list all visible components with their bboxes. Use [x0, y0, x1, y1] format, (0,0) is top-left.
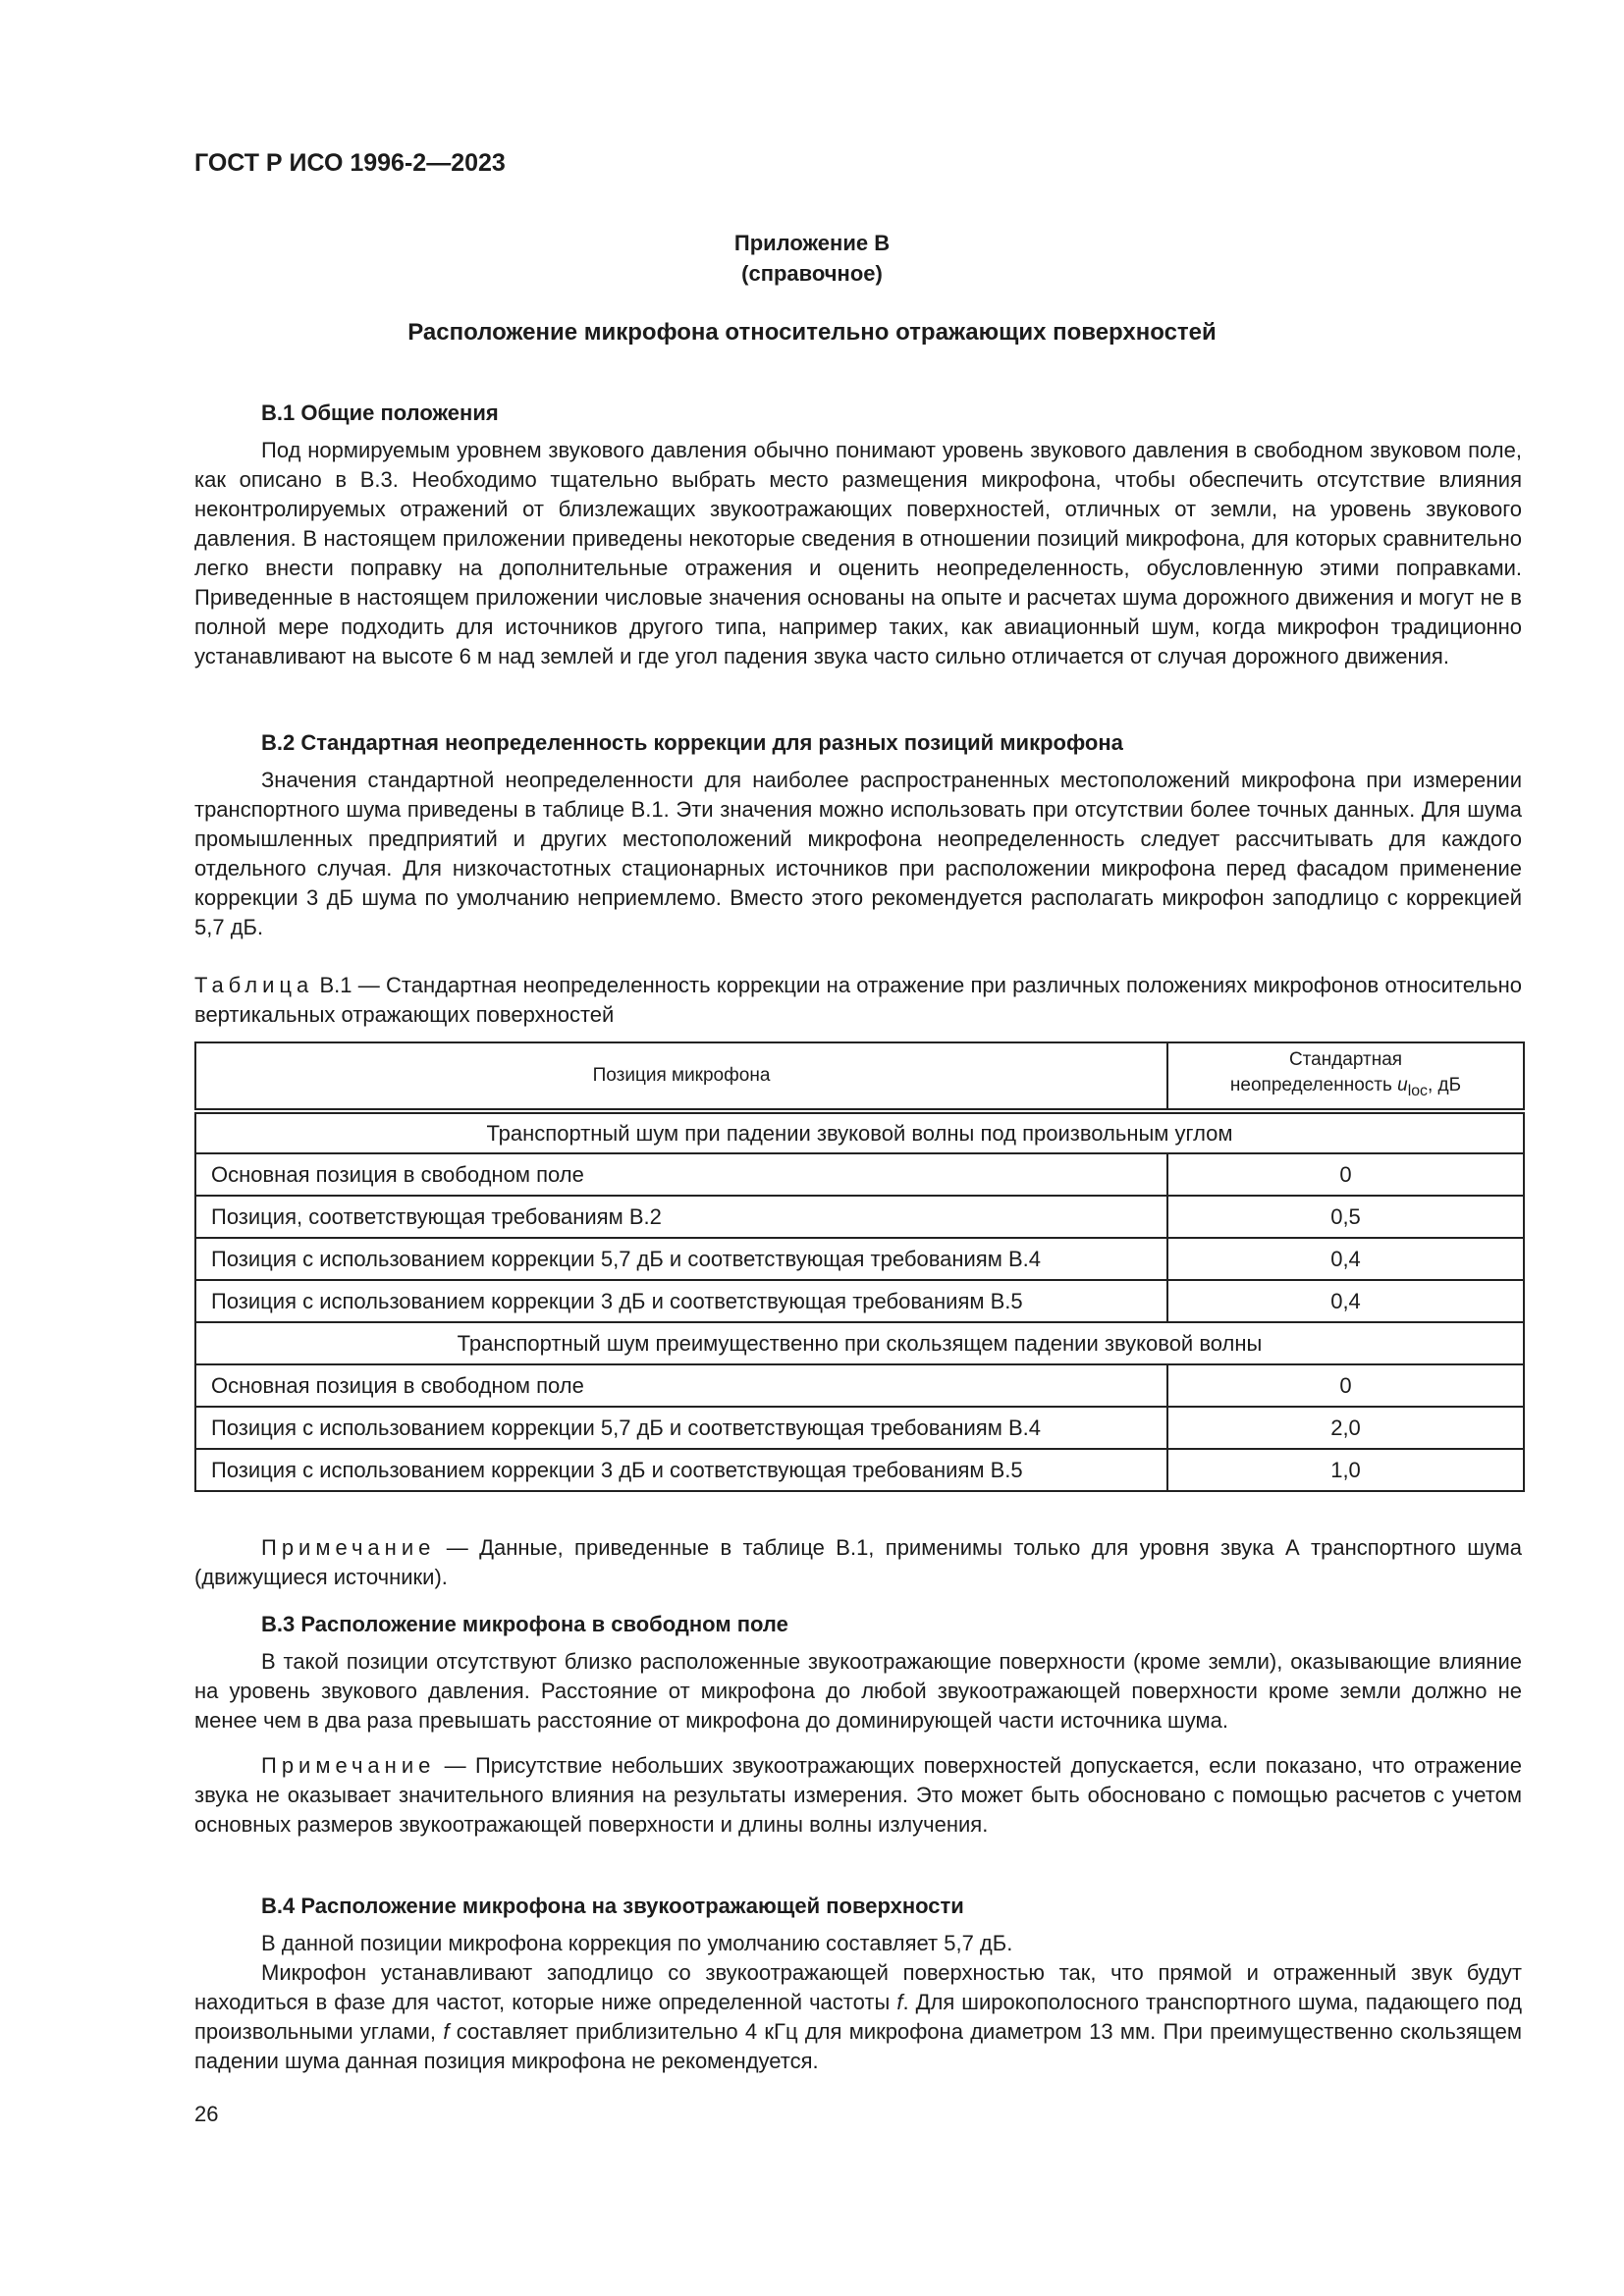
cell-position: Основная позиция в свободном поле	[195, 1364, 1167, 1407]
symbol-u: u	[1397, 1075, 1408, 1096]
column-header-uncertainty	[1167, 1042, 1524, 1111]
document-id: ГОСТ Р ИСО 1996-2—2023	[194, 149, 506, 177]
cell-position: Позиция, соответствующая требованиям В.2	[195, 1196, 1167, 1238]
paragraph	[194, 1958, 1522, 2076]
table-row	[195, 1280, 1524, 1322]
paragraph: В данной позиции микрофона коррекция по умолчанию составляет 5,7 дБ.	[261, 1931, 1013, 1955]
section-title: В.2 Стандартная неопределенность коррекции для разных позиций микрофона	[261, 730, 1123, 755]
column-header-unit: , дБ	[1427, 1075, 1462, 1096]
table-group-row	[195, 1322, 1524, 1364]
annex-title: Приложение В	[733, 231, 891, 255]
table-caption-label: Таблица	[194, 973, 314, 997]
column-header-text: неопределенность	[1229, 1075, 1398, 1096]
cell-value: 0	[1167, 1153, 1524, 1196]
cell-position: Позиция с использованием коррекции 3 дБ и соответствующая требованиям В.5	[195, 1449, 1167, 1491]
text-run: Микрофон устанавливают заподлицо со звукоотражающей поверхностью так, что прямой и отраженный звук будут находиться в фазе для частот, которые ниже определенной частоты	[194, 1960, 1522, 2014]
cell-position: Основная позиция в свободном поле	[195, 1153, 1167, 1196]
table-note	[194, 1533, 1522, 1592]
note-label: Примечание	[261, 1535, 436, 1560]
cell-value: 0,5	[1167, 1196, 1524, 1238]
table-row	[195, 1238, 1524, 1280]
text-run: составляет приблизительно 4 кГц для микрофона диаметром 13 мм. При преимущественно скользящем падении шума данная позиция микрофона не рекомендуется.	[194, 2019, 1522, 2073]
section-title: В.3 Расположение микрофона в свободном поле	[261, 1612, 788, 1636]
table-row	[195, 1196, 1524, 1238]
note-text: — Данные, приведенные в таблице В.1, применимы только для уровня звука А транспортного шума (движущиеся источники).	[194, 1535, 1522, 1589]
table-header-row	[195, 1042, 1524, 1111]
cell-value: 0,4	[1167, 1238, 1524, 1280]
section-title: В.1 Общие положения	[261, 400, 499, 425]
cell-value: 2,0	[1167, 1407, 1524, 1449]
section-title: В.4 Расположение микрофона на звукоотражающей поверхности	[261, 1894, 964, 1918]
section-b2	[194, 728, 1522, 942]
cell-position: Позиция с использованием коррекции 3 дБ и соответствующая требованиям В.5	[195, 1280, 1167, 1322]
column-header-line2	[1183, 1073, 1508, 1104]
group-label: Транспортный шум при падении звуковой волны под произвольным углом	[195, 1111, 1524, 1153]
text-run: . Для широкополосного транспортного шума, падающего под произвольными углами,	[194, 1990, 1522, 2044]
cell-position: Позиция с использованием коррекции 5,7 дБ и соответствующая требованиям В.4	[195, 1238, 1167, 1280]
annex-title-block	[0, 228, 1624, 289]
symbol-f: f	[896, 1990, 903, 2014]
annex-status: (справочное)	[741, 261, 883, 286]
paragraph: В такой позиции отсутствуют близко расположенные звукоотражающие поверхности (кроме земли), оказывающие влияние на уровень звукового давления. Расстояние от микрофона до любой звукоотражающей поверхности кроме земли должно не менее чем в два раза превышать расстояние от микрофона до доминирующей части источника шума.	[194, 1649, 1522, 1733]
paragraph: Под нормируемым уровнем звукового давления обычно понимают уровень звукового давления в свободном звуковом поле, как описано в В.3. Необходимо тщательно выбрать место размещения микрофона, чтобы обеспечить отсутствие влияния неконтролируемых отражений от близлежащих звукоотражающих поверхностей, отличных от земли, на уровень звукового давления. В настоящем приложении приведены некоторые сведения в отношении позиций микрофона, для которых сравнительно легко внести поправку на дополнительные отражения и оценить неопределенность, обусловленную этими поправками. Приведенные в настоящем приложении числовые значения основаны на опыте и расчетах шума дорожного движения и могут не в полной мере подходить для источников другого типа, например таких, как авиационный шум, когда микрофон традиционно устанавливают на высоте 6 м над землей и где угол падения звука часто сильно отличается от случая дорожного движения.	[194, 438, 1522, 668]
table-row	[195, 1364, 1524, 1407]
page-number: 26	[194, 2102, 219, 2126]
symbol-subscript: loc	[1407, 1082, 1428, 1099]
group-label: Транспортный шум преимущественно при скользящем падении звуковой волны	[195, 1322, 1524, 1364]
annex-heading: Расположение микрофона относительно отражающих поверхностей	[407, 319, 1217, 346]
table-caption	[194, 971, 1522, 1030]
cell-value: 0,4	[1167, 1280, 1524, 1322]
cell-position: Позиция с использованием коррекции 5,7 дБ и соответствующая требованиям В.4	[195, 1407, 1167, 1449]
table-caption-text: В.1 — Стандартная неопределенность коррекции на отражение при различных положениях микрофонов относительно вертикальных отражающих поверхностей	[194, 973, 1522, 1027]
paragraph: Значения стандартной неопределенности для наиболее распространенных местоположений микрофона при измерении транспортного шума приведены в таблице В.1. Эти значения можно использовать при отсутствии более точных данных. Для шума промышленных предприятий и других местоположений микрофона неопределенность следует рассчитывать для каждого отдельного случая. Для низкочастотных стационарных источников при расположении микрофона перед фасадом применение коррекции 3 дБ шума по умолчанию неприемлемо. Вместо этого рекомендуется располагать микрофон заподлицо с коррекцией 5,7 дБ.	[194, 768, 1522, 939]
cell-value: 1,0	[1167, 1449, 1524, 1491]
note-label: Примечание	[261, 1753, 436, 1778]
table-row	[195, 1153, 1524, 1196]
column-header-position: Позиция микрофона	[195, 1042, 1167, 1111]
note-text: — Присутствие небольших звукоотражающих поверхностей допускается, если показано, что отражение звука не оказывает значительного влияния на результаты измерения. Это может быть обосновано с помощью расчетов с учетом основных размеров звукоотражающей поверхности и длины волны излучения.	[194, 1753, 1522, 1837]
symbol-f: f	[443, 2019, 450, 2044]
section-b1	[194, 399, 1522, 671]
table-row	[195, 1449, 1524, 1491]
section-b3	[194, 1610, 1522, 1840]
table-group-row	[195, 1111, 1524, 1153]
uncertainty-table	[194, 1041, 1525, 1492]
table-row	[195, 1407, 1524, 1449]
section-b4	[194, 1892, 1522, 2076]
cell-value: 0	[1167, 1364, 1524, 1407]
column-header-line1: Стандартная	[1288, 1049, 1403, 1071]
